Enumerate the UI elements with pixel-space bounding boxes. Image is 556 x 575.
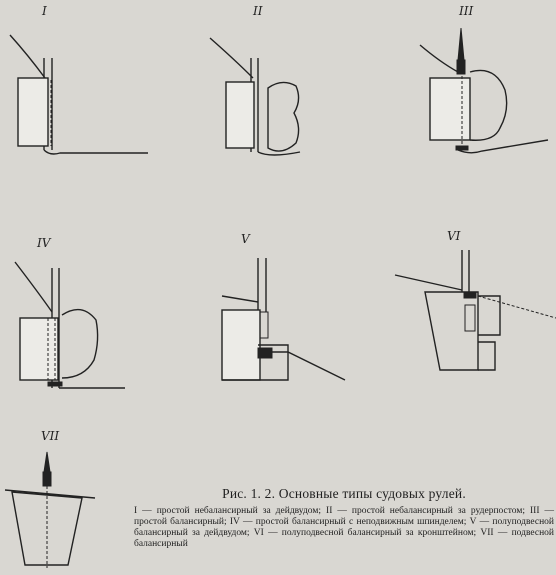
caption-title: Рис. 1. 2. Основные типы судовых рулей. [222,486,466,501]
label-type-1: I [42,4,47,18]
label-type-2: II [253,4,263,18]
rudder-type-5-drawing [222,258,345,380]
label-type-6: VI [447,229,461,243]
rudder-type-2-drawing [210,38,300,155]
caption-body: I — простой небалансирный за дейдвудом; II — простой небалансирный за рудерпостом; III — простой балансирный; IV — простой балансирный с неподвижным шпинделем; V — полуподвесной балансирный за дейдвудом; VI — полуподвесной балансирный за кронштейном; VII — подвесной балансирный [134,506,554,549]
label-type-3: III [459,4,474,18]
rudder-type-4-drawing [15,262,125,388]
label-type-7: VII [41,429,60,443]
label-type-4: IV [37,236,51,250]
label-type-5: V [241,232,250,246]
rudder-type-1-drawing [10,35,148,154]
figure-caption [134,486,554,550]
rudder-type-7-drawing [5,452,95,568]
rudder-type-3-drawing [420,28,548,153]
rudder-type-6-drawing [395,250,556,370]
